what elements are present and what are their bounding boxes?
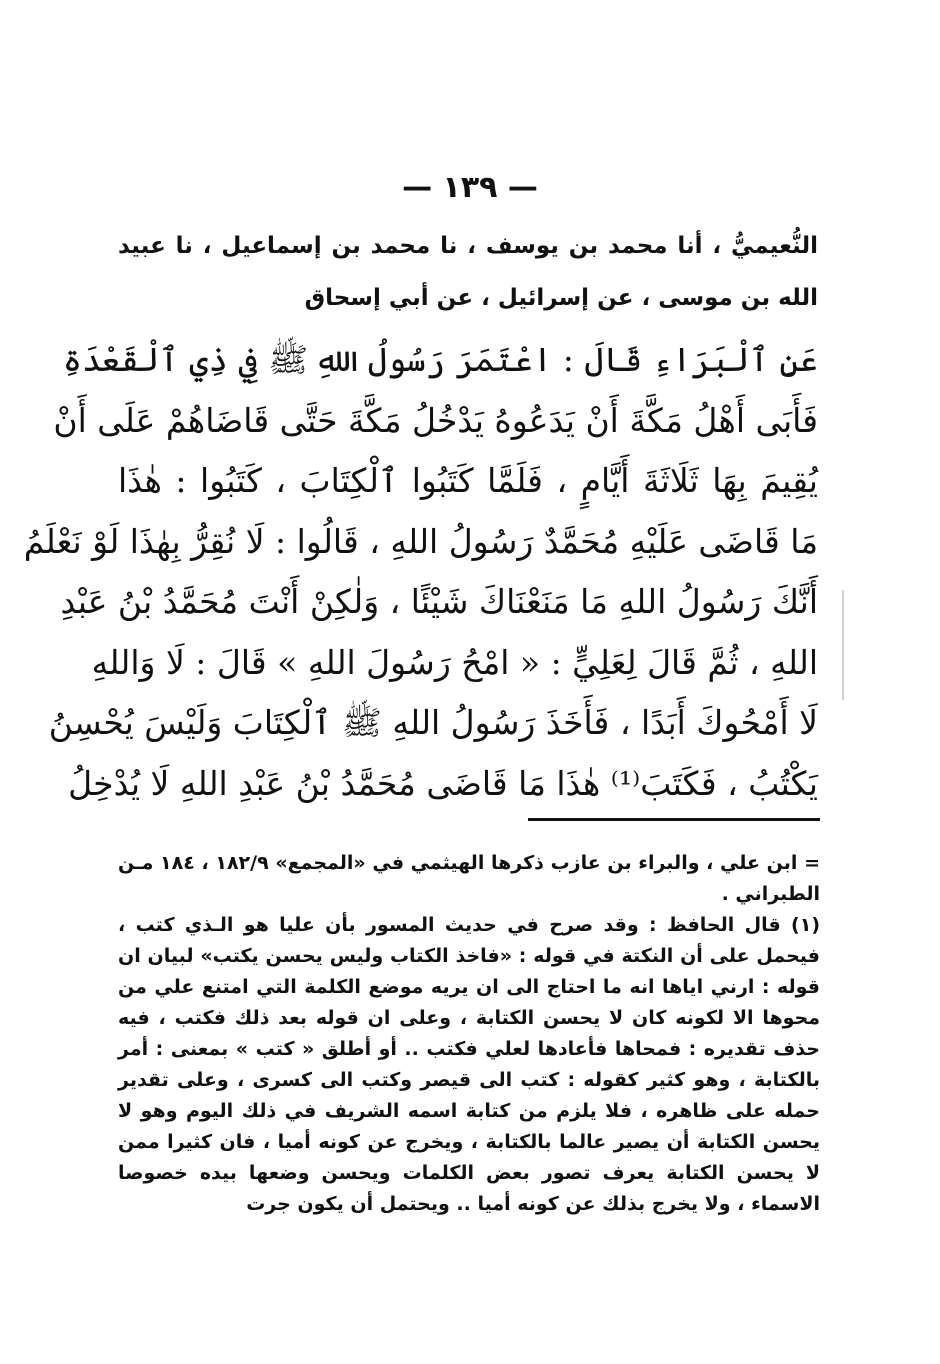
footnote-separator <box>528 818 820 821</box>
page-number: — ١٣٩ — <box>402 170 538 205</box>
hadith-line: أَنَّكَ رَسُولُ اللهِ مَا مَنَعْنَاكَ شَيْئًا ، وَلٰكِنْ أَنْتَ مُحَمَّدُ بْنُ عَبْدِ <box>60 582 818 621</box>
hadith-line: فَأَبَى أَهْلُ مَكَّةَ أَنْ يَدَعُوهُ يَدْخُلُ مَكَّةَ حَتَّى قَاضَاهُمْ عَلَى أَنْ <box>53 400 818 440</box>
margin-mark <box>842 590 844 700</box>
hadith-line: مَا قَاضَى عَلَيْهِ مُحَمَّدٌ رَسُولُ اللهِ ، قَالُوا : لَا نُقِرُّ بِهٰذَا لَوْ نَعْلَمُ <box>23 521 818 561</box>
footnotes <box>118 848 820 1220</box>
hadith-line: اللهِ ، ثُمَّ قَالَ لِعَلِيٍّ : « امْحُ رَسُولَ اللهِ » قَالَ : لَا وَاللهِ <box>91 642 818 682</box>
footnote-1: (١) قال الحافظ : وقد صرح في حديث المسور بأن عليا هو الـذي كتب ، فيحمل على أن النكتة في قوله : «فاخذ الكتاب وليس يحسن يكتب» لبيان ان قوله : ارني اياها انه ما احتاج الى ان يريه موضع الكلمة التي امتنع علي من محوها الا لكونه كان لا يحسن الكتابة ، وعلى ان قوله بعد ذلك فكتب ، فيه حذف تقديره : فمحاها فأعادها لعلي فكتب .. أو أطلق « كتب » بمعنى : أمر بالكتابة ، وهو كثير كقوله : كتب الى قيصر وكتب الى كسرى ، وعلى تقدير حمله على ظاهره ، فلا يلزم من كتابة اسمه الشريف في ذلك اليوم وهو لا يحسن الكتابة أن يصير عالما بالكتابة ، ويخرج عن كونه أميا ، فان كثيرا ممن لا يحسن الكتابة يعرف تصور بعض الكلمات ويحسن وضعها بيده خصوصا الاسماء ، ولا يخرج بذلك عن كونه أميا .. ويحتمل أن يكون جرت <box>118 914 820 1215</box>
hadith-line: لَا أَمْحُوكَ أَبَدًا ، فَأَخَذَ رَسُولُ اللهِ ﷺ ٱلْكِتَابَ وَلَيْسَ يُحْسِنُ <box>48 703 818 742</box>
hadith-text <box>23 330 818 814</box>
hadith-line: يَكْتُبُ ، فَكَتَبَ⁽¹⁾ هٰذَا مَا قَاضَى مُحَمَّدُ بْنُ عَبْدِ اللهِ لَا يُدْخِلُ <box>68 763 818 803</box>
hadith-line: عَنِ ٱلْبَرَاءِ قَالَ : اعْتَمَرَ رَسُولُ اللهِ ﷺ فِي ذِي ٱلْقَعْدَةِ <box>62 340 818 379</box>
hadith-line: يُقِيمَ بِهَا ثَلَاثَةَ أَيَّامٍ ، فَلَمَّا كَتَبُوا ٱلْكِتَابَ ، كَتَبُوا : هٰذَا <box>118 461 818 500</box>
footnote-continuation: = ابن علي ، والبراء بن عازب ذكرها الهيثمي في «المجمع» ١٨٢/٩ ، ١٨٤ مـن الطبراني . <box>118 852 820 905</box>
isnad-text: النُّعيميُّ ، أنا محمد بن يوسف ، نا محمد بن إسماعيل ، نا عبيد الله بن موسى ، عن إسرائيل ، عن أبي إسحاق <box>118 233 818 311</box>
